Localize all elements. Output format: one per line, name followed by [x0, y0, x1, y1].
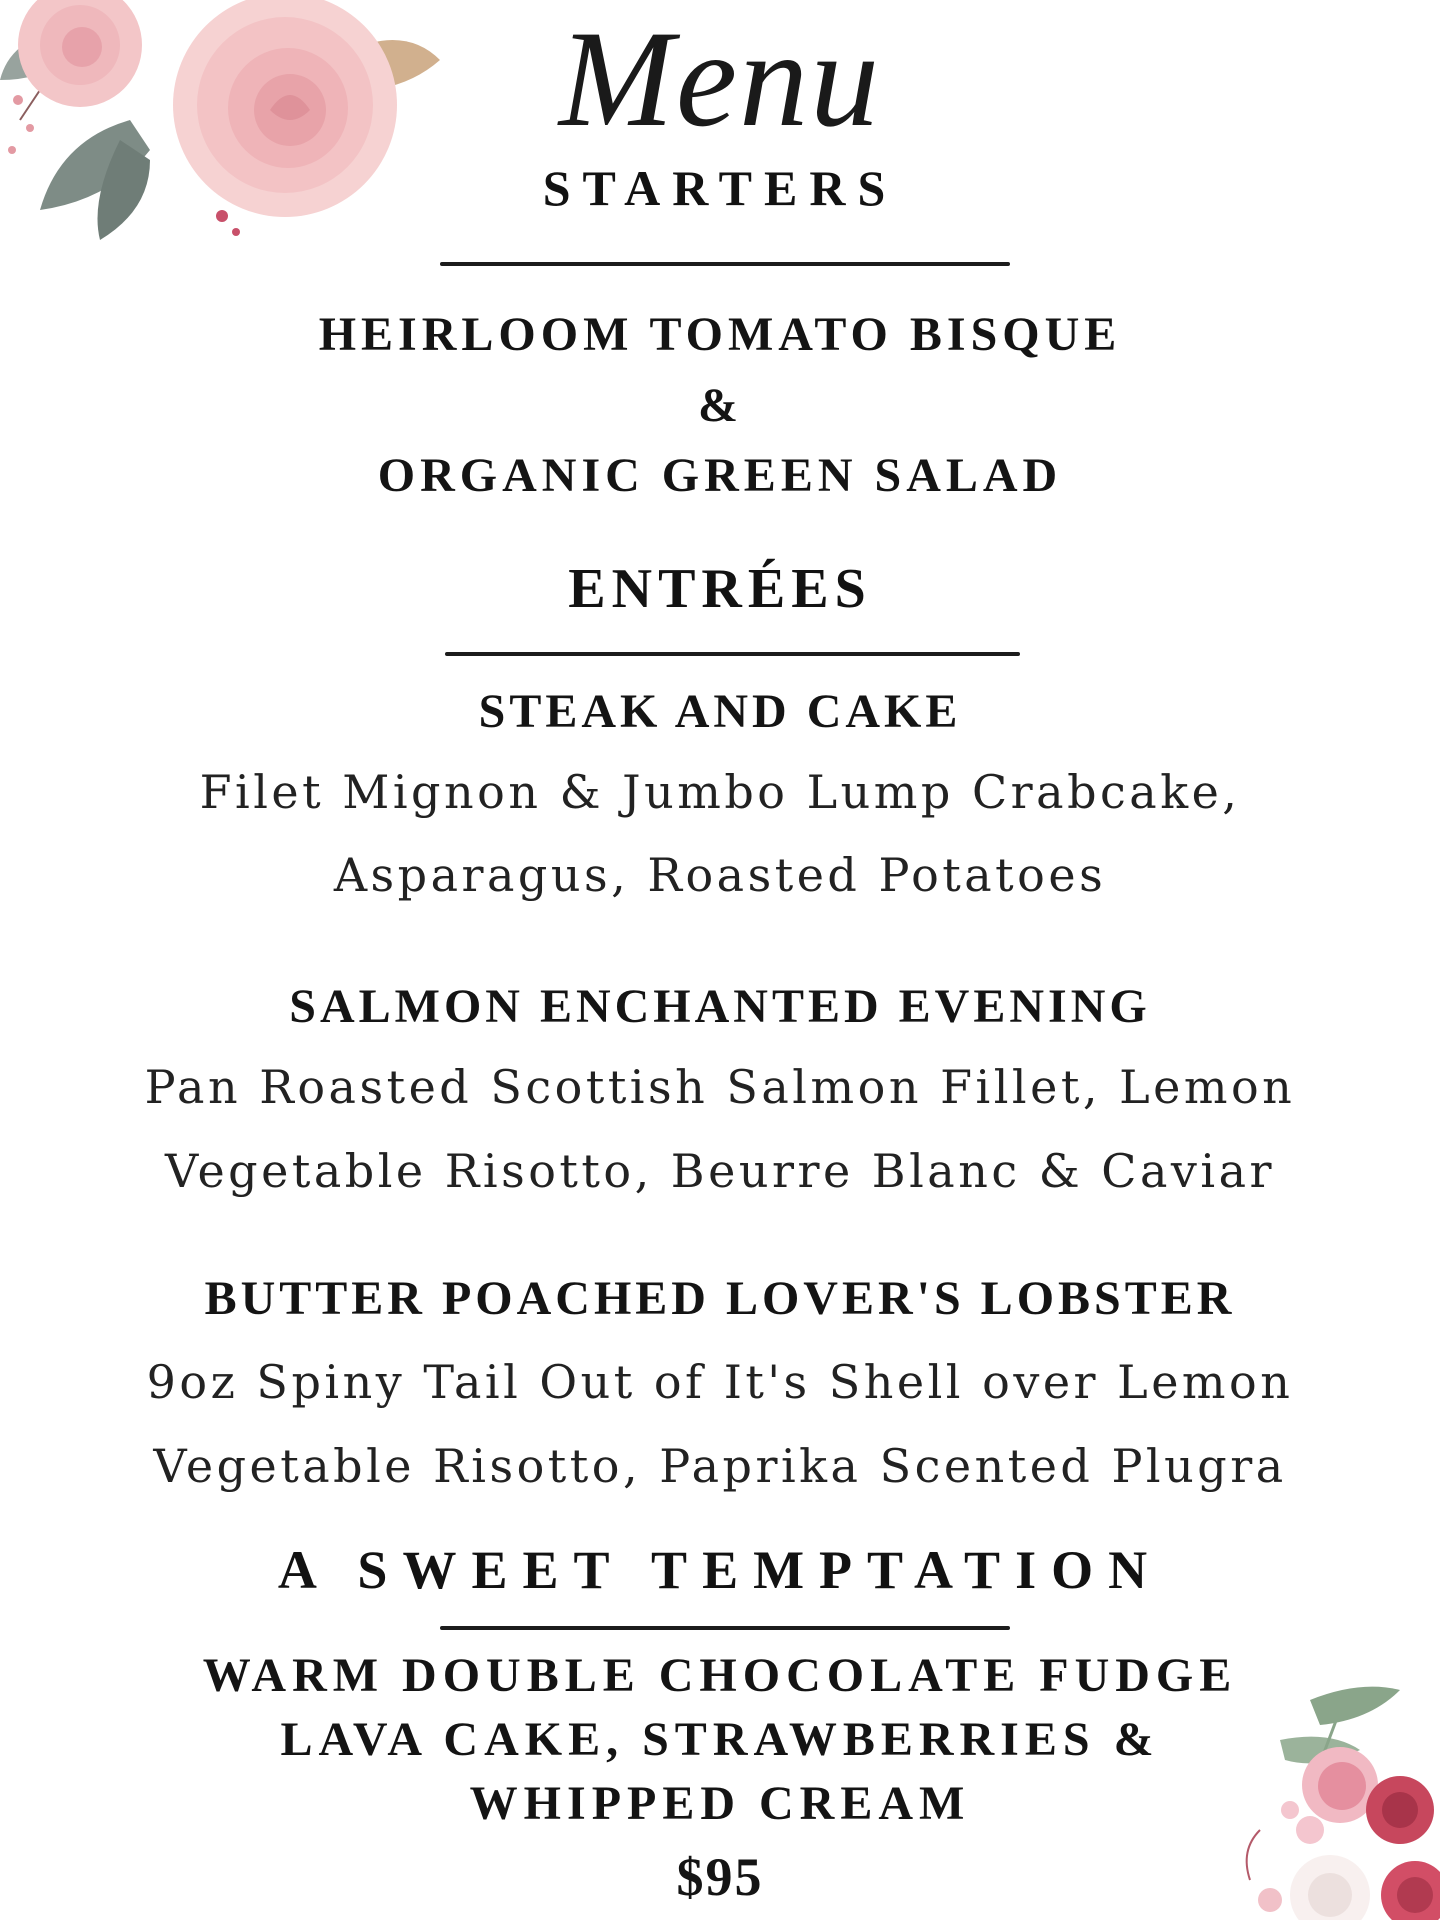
entree-description: Vegetable Risotto, Paprika Scented Plugra	[153, 1439, 1287, 1493]
starter-line: ORGANIC GREEN SALAD	[377, 449, 1063, 502]
entree-description: Vegetable Risotto, Beurre Blanc & Caviar	[164, 1144, 1276, 1198]
menu-title: Menu	[558, 2, 882, 155]
entree-description: Pan Roasted Scottish Salmon Fillet, Lemon	[144, 1060, 1296, 1114]
entree-name: STEAK AND CAKE	[478, 685, 962, 738]
starters-heading: STARTERS	[542, 160, 898, 216]
entrees-heading: ENTRÉES	[568, 558, 872, 620]
starter-line: HEIRLOOM TOMATO BISQUE	[318, 308, 1122, 361]
dessert-line: WHIPPED CREAM	[469, 1777, 971, 1830]
entree-description: 9oz Spiny Tail Out of It's Shell over Lemon	[146, 1355, 1294, 1409]
dessert-heading: A SWEET TEMPTATION	[277, 1540, 1163, 1600]
entree-name: SALMON ENCHANTED EVENING	[289, 980, 1151, 1033]
entree-description: Asparagus, Roasted Potatoes	[333, 848, 1107, 902]
entrees-divider	[445, 652, 1020, 656]
menu-price: $95	[676, 1847, 764, 1907]
starter-line: &	[698, 379, 742, 432]
entree-name: BUTTER POACHED LOVER'S LOBSTER	[204, 1272, 1236, 1325]
dessert-line: WARM DOUBLE CHOCOLATE FUDGE	[202, 1649, 1238, 1702]
starters-divider	[440, 262, 1010, 266]
entree-description: Filet Mignon & Jumbo Lump Crabcake,	[199, 765, 1241, 819]
dessert-line: LAVA CAKE, STRAWBERRIES &	[280, 1713, 1160, 1766]
dessert-divider	[440, 1626, 1010, 1630]
floral-cluster-icon	[1190, 1680, 1440, 1920]
